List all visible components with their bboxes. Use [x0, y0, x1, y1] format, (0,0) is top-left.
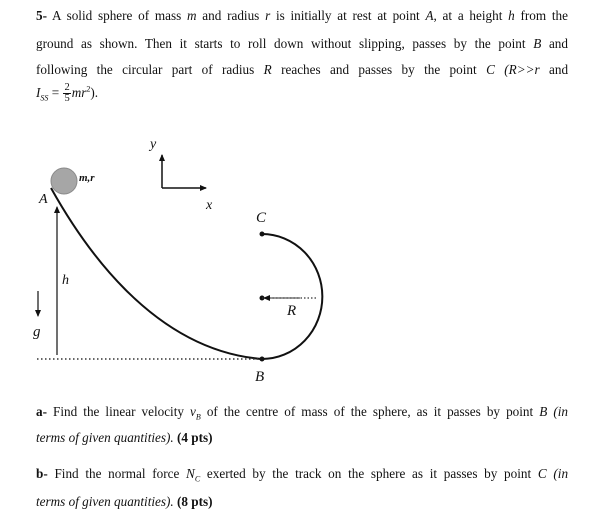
var-C: C — [537, 466, 547, 481]
point-a-label: A — [39, 192, 48, 207]
point-c-label: C — [256, 210, 267, 226]
text: terms of given quantities). — [36, 494, 174, 509]
var-C: C — [486, 62, 495, 77]
radius-label: R — [287, 303, 297, 319]
height-label: h — [62, 273, 69, 288]
var-N: N — [186, 466, 195, 481]
condition: (R>>r — [504, 62, 540, 77]
subscript: C — [194, 474, 201, 484]
var-A: A — [425, 8, 434, 23]
text: , at a height — [433, 8, 503, 23]
points-badge: (4 pts) — [177, 430, 213, 445]
track-curve — [51, 188, 322, 359]
text: Find the linear velocity — [53, 404, 184, 419]
x-axis-label: x — [206, 198, 213, 213]
sphere — [51, 168, 77, 194]
var-R: R — [263, 62, 272, 77]
problem-number: 5- — [36, 8, 47, 23]
var-r: r — [265, 8, 271, 23]
text: reaches and passes by the point — [281, 62, 477, 77]
var-B: B — [533, 36, 542, 51]
question-b-label: b- — [36, 466, 48, 481]
subscript: B — [195, 412, 201, 422]
question-a-line-2 — [36, 430, 213, 446]
text: ). — [90, 84, 99, 100]
gravity-label: g — [33, 324, 41, 340]
var-mr: mr — [71, 84, 87, 100]
point-b-label: B — [255, 369, 265, 385]
text: and — [549, 62, 569, 77]
points-badge: (8 pts) — [177, 494, 213, 509]
numerator: 2 — [64, 82, 70, 93]
var-nc — [186, 466, 201, 484]
question-a-label: a- — [36, 404, 47, 419]
text: is initially at rest at point — [275, 8, 420, 23]
text: exerted by the track on the sphere as it passes by point — [206, 466, 532, 481]
text: ground as shown. Then it starts to roll down without slipping, passes by the point — [36, 36, 526, 51]
question-a-line-1 — [36, 404, 568, 422]
var-h: h — [508, 8, 515, 23]
var-vb — [190, 404, 201, 422]
equals: = — [51, 84, 60, 100]
text: following the circular part of radius — [36, 62, 255, 77]
text: terms of given quantities). — [36, 430, 174, 445]
text: Find the normal force — [54, 466, 180, 481]
y-axis-label: y — [150, 137, 157, 152]
text: A solid sphere of mass — [52, 8, 182, 23]
var-I: I — [36, 84, 41, 100]
var-m: m — [187, 8, 197, 23]
text: from the — [520, 8, 568, 23]
point-b-dot — [260, 357, 265, 362]
denominator: 5 — [64, 93, 70, 104]
text: (in — [553, 404, 568, 419]
question-b-line-2 — [36, 494, 213, 510]
superscript: 2 — [86, 84, 91, 94]
var-v: v — [190, 404, 196, 419]
var-B: B — [539, 404, 548, 419]
subscript: SS — [40, 93, 49, 103]
question-b-line-1 — [36, 466, 568, 484]
point-c-dot — [260, 232, 265, 237]
text: of the centre of mass of the sphere, as it passes by point — [206, 404, 534, 419]
text: (in — [553, 466, 569, 481]
text: and — [548, 36, 568, 51]
text: and radius — [202, 8, 260, 23]
sphere-label: m,r — [79, 172, 95, 184]
